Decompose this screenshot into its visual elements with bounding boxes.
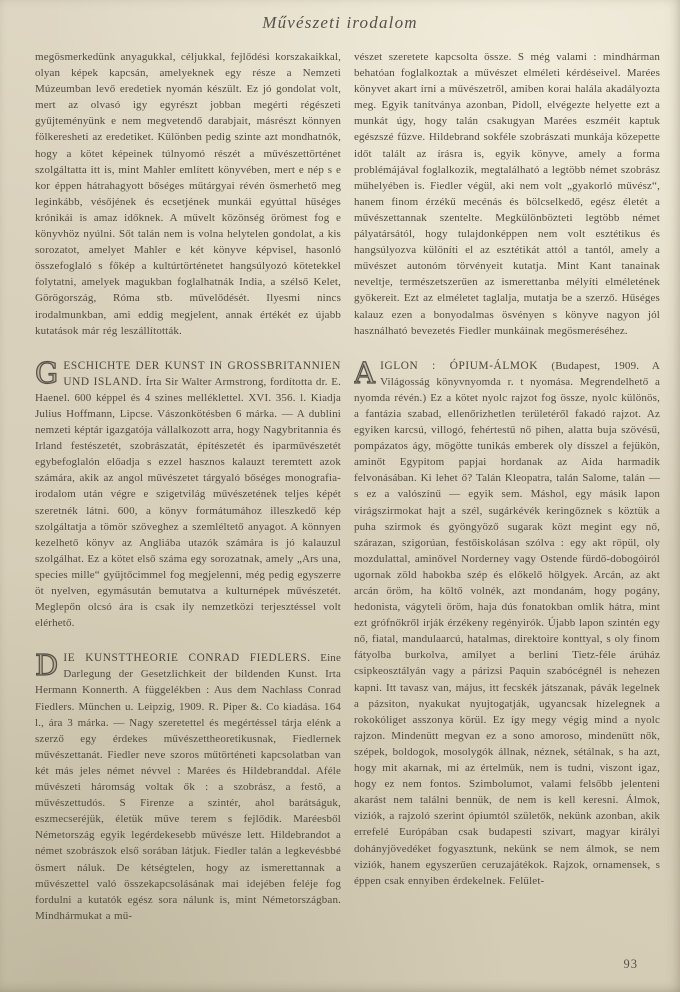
review-title-aiglon: IGLON : ÓPIUM-ÁLMOK bbox=[380, 359, 538, 372]
intro-continuation-paragraph: megösmerkedünk anyagukkal, céljukkal, fejlődési korszakaikkal, olyan képek kapcsán, amelyeknek egy része a Nemzeti Múzeumban levő eredetiek nyomán készült. Ez jó gondolat volt, mert az olvasó igy egyrészt jobban megérti régészeti gyűjteményünk e nem megvetendő darabjait, másrészt könnyen fölkeresheti az eredetiket. Különben pedig szinte azt mondhatnók, hogy a kötet képeinek túlnyomó részét a művészettörténet szolgáltatta itt is, mint Mahler említett könyvében, mert e nép s e kor éppen hátrahagyott bőséges műtárgyai révén ösmerhető meg leginkább, vésőjének és ecsetjének munkái egyúttal hűséges krónikái is amaz időknek. A művelt közönség örömest fog e könyvhöz nyúlni. Sőt talán nem is volna helytelen gondolat, a kis sorozatot, amelyet Mahler e két könyve képvisel, hasonló összefoglaló s főkép a kultúrtörténetet hangsúlyozó kötetekkel folytatni, amelyek magukban foglalhatnák India, a szélső Kelet, Görögország, Róma stb. művelődését. Ilyesmi nincs irodalmunkban, ami eddig megjelent, annak értékét ez újabb kutatások már rég leszállították. bbox=[35, 51, 341, 337]
review-section-aiglon bbox=[354, 355, 660, 889]
review-section-kunsttheorie bbox=[35, 650, 341, 924]
review-title-kunsttheorie: IE KUNSTTHEORIE CONRAD FIEDLERS. bbox=[63, 652, 311, 665]
right-column bbox=[354, 49, 660, 965]
page-number: 93 bbox=[623, 957, 638, 971]
review-body-geschichte: Írta Sir Walter Armstrong, fordította dr. E. Haenel. 600 képpel és 4 szines melléklettel. XVI. 356. l. Kiadja Julius Hoffmann, Lipcse. Vászonkötésben 6 márka. — A dublini nemzeti képtár igazgatója vállalkozott arra, hogy Nagybritannia és Irland festészetét, szobrászatát, építészetét és iparművészetét egybefoglalón előadja s ezzel hasznos kalauzt teremtett azok számára, akik az angol művészetet tárgyaló bőséges monografia-irodalom után végre e szigetvilág művészetének teljes képét szeretnék látni. 600, a könyv formátumához illeszkedő kép szolgáltatja a tömör szöveghez a szemléltető anyagot. A könnyen kezelhető könyv az Angliába utazók számára is jó kalauzul szolgálhat. Ez a kötet első száma egy sorozatnak, amely „Ars una, species mille“ gyűjtőcimmel fog megjelenni, még pedig egyszerre öt nyelven, egymásután bemutatva a kulturnépek művészetét. Meglepőn olcsó ára is csak ily nemzetközi terjesztéssel volt elérhető. bbox=[35, 375, 341, 630]
review-title-geschichte: ESCHICHTE DER KUNST IN GROSSBRITANNIEN UND ISLAND. bbox=[63, 359, 341, 388]
kunsttheorie-continuation-paragraph: vészet szeretete kapcsolta össze. S még valami : mindhárman behatóan foglalkoztak a művészet elméleti kérdéseivel. Marées könyvet akart írni a művészetről, amiben korai halála akadályozta meg. Egyik tanítványa azonban, Pidoll, elvégezte helyette ezt a munkát úgy, hogy talán csakugyan Marées eszméit kaptuk egészszé fűzve. Hildebrand sokféle szobrászati munkája közepette időt talált az írásra is, egyik könyve, amely a forma problémájával foglalkozik, megtalálható a legtöbb német szobrász műhelyében is. Fiedler végül, aki nem volt „gyakorló művész“, hanem finom érzékű mecénás és bölcselkedő, egész életét a művészettannak szentelte. Megkülönbözteti legtöbb német pályatársától, hogy tulajdonképpen nem volt esztétikus és hangsúlyozva különíti el az esztétikát attól a tantól, amely a művészet autonóm törvényeit kutatja. Mint Kant tanainak neveltje, természetszerűen az ismerettanba mélyíti elméletének gyökereit. Ezt az elméletet taglalja, mutatja be a szerző. Hűséges kalauz ezen a bonyodalmas ösvényen s könyve nagyon jól használható bevezetés Fiedler munkáinak megösmeréséhez. bbox=[354, 51, 660, 337]
review-section-geschichte bbox=[35, 355, 341, 632]
page-header bbox=[0, 0, 680, 47]
review-body-kunsttheorie: Eine Darlegung der Gesetzlichkeit der bildenden Kunst. Irta Hermann Konnerth. A függelékben : Aus dem Nachlass Conrad Fiedlers. München u. Leipzig, 1909. R. Piper &. Co kiadása. 164 l., ára 3 márka. — Nagy szeretettel és megértéssel tárja elénk a szerző egy érdekes művészettheoretikusnak, Fiedlernek művészettanát. Fiedler neve szoros műtörténeti kapcsolatban van két más jeles német névvel : Marées és Hildebranddal. Aféle művészeti háromság voltak ők : a szobrász, a festő, a művészettudós. S Firenze a szintér, ahol barátságuk, eszmecseréjük, életük műve terem s fejlődik. Maréesből Németország egyik legérdekesebb művésze lett. Hildebrandot a német szobrászok első sorában látjuk. Fiedler talán a legkevésbbé ösmert náluk. De kétségtelen, hogy az ismerettannak a művészettel való összekapcsolásának mai idejében feléje fog fordulni a kutatók egész sora nálunk is, mint Németországban. Mindhármukat a mű- bbox=[35, 652, 341, 922]
dropcap-g-initial: G bbox=[35, 355, 59, 390]
page-title: Művészeti irodalom bbox=[262, 13, 418, 32]
text-columns bbox=[0, 47, 680, 965]
dropcap-d-initial: D bbox=[35, 648, 59, 683]
left-column bbox=[35, 49, 341, 965]
review-body-aiglon: (Budapest, 1909. A Világosság könyvnyomda r. t nyomása. Megrendelhető a nyomda révén.) Ez a kötet nyolc rajzot fog össze, nyolc különös, a fantázia szabad, ellenőrizhetlen területéről fakadó rajzot. Az egyiken karcsú, villogó, fehértestű nő pihen, alatta buja szövésű, pompázatos ágy, mögötte tunikás emberek oly dísszel a fejükön, aminőt Egypitom papjai hordanak az Aida harmadik felvonásában. Ki lehet ő? Talán Kleopatra, talán Salome, talán — s ez a valószínű — egyik sem. Máshol, egy másik lapon virágszirmokat hajt a szél, sugárkévék keringőznek s köztük a puha szirmok és gyöngyöző sugarak közt megint egy nő, szárazan, szigorúan, festőiskolásan szólva : egy akt röpül, oly mozdulattal, aminővel Norderney vagy Ostende fürdő-dobogóiról ugornak zöld habokba szép és előkelő hölgyek. Arcán, az akt arcán öröm, ha költő volnék, azt mondanám, hogy pogány, hedonista, vágyteli öröm, haja dús fonatokban omlik hátra, mint ezt grófnőkről irják érzékeny regényirók. Újabb lapon szintén egy nő, fiatal, mandulaarcú, hatalmas, direktoire konttyal, s oly finom fátyolba burkolva, amilyet a berlini Tietz-féle árúház csipkeosztályán vagy a párizsi Paquin szabócégnél is nehezen kapni. Itt tavasz van, május, itt fecskék játszanak, pávák legelnek a pázsiton, nyakukat nyujtogatják, ugyancsak hízelegnek a rokokóliget asszonya körül. Ez így megy végig mind a nyolc rajzon. Mindenütt megvan ez a sono amoroso, mindenütt nők, szépek, boldogok, mosolygók állnak, néznek, sétálnak, s ha azt, hogy mit akarnak, mi az értelmük, nem is tudni, viszont igaz, hogy ez nem fontos. Szimbolumot, valami felsőbb jelenteni akarást nem találni bennük, de nem is kell keresni. Álmok, viziók, a rajzoló szerint ópiumtól születők, nekünk azonban, akik errefelé Európában csak budapesti szivart, magyar királyi dohányjövedéket fogyasztunk, nekünk se nem álmok, se nem viziók, hanem egyszerűen ceruzajátékok. Rajzok, ornamensek, s éppen csak ennyiben érdekelnek. Felület- bbox=[354, 359, 660, 887]
dropcap-a-initial: A bbox=[354, 355, 376, 390]
